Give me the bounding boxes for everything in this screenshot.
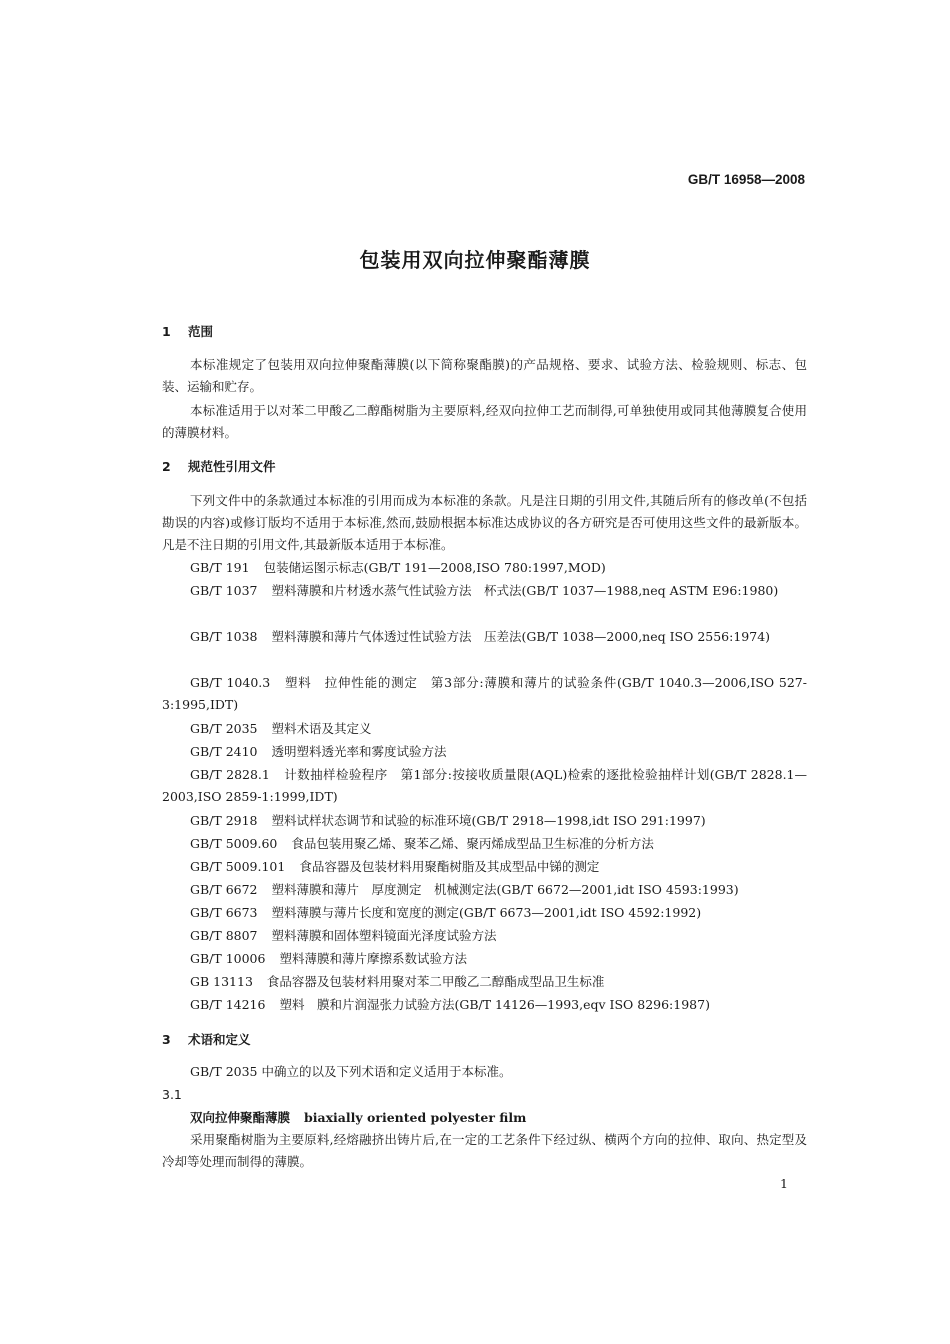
section-title: 范围 [188, 324, 214, 339]
term-heading [190, 1108, 526, 1126]
terms-intro: GB/T 2035 中确立的以及下列术语和定义适用于本标准。 [190, 1064, 512, 1079]
references-intro: 下列文件中的条款通过本标准的引用而成为本标准的条款。凡是注日期的引用文件,其随后所有的修改单(不包括勘误的内容)或修订版均不适用于本标准,然而,鼓励根据本标准达成协议的各方研究是否可使用这些文件的最新版本。凡是不注日期的引用文件,其最新版本适用于本标准。 [162, 493, 807, 552]
reference-code: GB/T 14216 [190, 997, 266, 1012]
document-title: 包装用双向拉伸聚酯薄膜 [359, 248, 591, 272]
term-chinese: 双向拉伸聚酯薄膜 [190, 1110, 291, 1125]
reference-text: 塑料薄膜和薄片摩擦系数试验方法 [279, 951, 467, 966]
reference-text: 塑料 膜和片润湿张力试验方法(GB/T 14126—1993,eqv ISO 8296:1987) [279, 997, 710, 1012]
section-2-heading [162, 457, 276, 475]
reference-text: 食品容器及包装材料用聚酯树脂及其成型品中锑的测定 [299, 859, 600, 874]
reference-item [162, 902, 807, 924]
reference-text: 塑料术语及其定义 [271, 721, 372, 736]
reference-item [162, 672, 807, 716]
reference-code: GB/T 2035 [190, 721, 258, 736]
reference-code: GB/T 1040.3 [190, 675, 271, 690]
reference-item [162, 580, 807, 602]
reference-item [162, 833, 807, 855]
reference-item [162, 741, 807, 763]
section-number: 1 [162, 324, 171, 339]
reference-item [162, 810, 807, 832]
section-title: 规范性引用文件 [188, 459, 276, 474]
section-title: 术语和定义 [188, 1032, 251, 1047]
reference-item [162, 948, 807, 970]
reference-item [162, 879, 807, 901]
reference-item [162, 856, 807, 878]
section-number: 3 [162, 1032, 171, 1047]
reference-item [162, 925, 807, 947]
reference-item [162, 557, 807, 579]
reference-text: 塑料薄膜和薄片 厚度测定 机械测定法(GB/T 6672—2001,idt ISO 4593:1993) [271, 882, 739, 897]
term-definition: 采用聚酯树脂为主要原料,经熔融挤出铸片后,在一定的工艺条件下经过纵、横两个方向的拉伸、取向、热定型及冷却等处理而制得的薄膜。 [162, 1132, 807, 1169]
reference-code: GB/T 5009.101 [190, 859, 286, 874]
standard-code: GB/T 16958—2008 [687, 172, 805, 187]
reference-item [162, 718, 807, 740]
reference-text: 食品包装用聚乙烯、聚苯乙烯、聚丙烯成型品卫生标准的分析方法 [291, 836, 654, 851]
reference-text: 塑料薄膜和薄片气体透过性试验方法 压差法(GB/T 1038—2000,neq ISO 2556:1974) [271, 629, 771, 644]
reference-text: 塑料薄膜和片材透水蒸气性试验方法 杯式法(GB/T 1037—1988,neq ASTM E96:1980) [271, 583, 779, 598]
reference-code: GB/T 2410 [190, 744, 258, 759]
reference-text: 塑料试样状态调节和试验的标准环境(GB/T 2918—1998,idt ISO 291:1997) [271, 813, 706, 828]
reference-code: GB/T 191 [190, 560, 250, 575]
section-3-heading [162, 1030, 251, 1048]
scope-paragraph-2: 本标准适用于以对苯二甲酸乙二醇酯树脂为主要原料,经双向拉伸工艺而制得,可单独使用或同其他薄膜复合使用的薄膜材料。 [162, 403, 807, 440]
section-1-heading [162, 322, 213, 340]
reference-text: 塑料薄膜和固体塑料镜面光泽度试验方法 [271, 928, 497, 943]
reference-code: GB 13113 [190, 974, 253, 989]
reference-item [162, 971, 807, 993]
reference-text: 食品容器及包装材料用聚对苯二甲酸乙二醇酯成型品卫生标准 [266, 974, 605, 989]
reference-code: GB/T 6672 [190, 882, 258, 897]
reference-code: GB/T 2918 [190, 813, 258, 828]
reference-item [162, 994, 807, 1016]
reference-text: 包装储运图示标志(GB/T 191—2008,ISO 780:1997,MOD) [263, 560, 606, 575]
reference-item [162, 764, 807, 808]
reference-code: GB/T 8807 [190, 928, 258, 943]
reference-code: GB/T 6673 [190, 905, 258, 920]
reference-text: 计数抽样检验程序 第1部分:按接收质量限(AQL)检索的逐批检验抽样计划(GB/T 2828.1—2003,ISO 2859-1:1999,IDT) [162, 767, 807, 804]
page-number: 1 [780, 1176, 788, 1191]
reference-code: GB/T 2828.1 [190, 767, 270, 782]
reference-item [162, 626, 807, 648]
reference-text: 透明塑料透光率和雾度试验方法 [271, 744, 447, 759]
term-number: 3.1 [162, 1087, 182, 1102]
reference-code: GB/T 10006 [190, 951, 266, 966]
reference-code: GB/T 1037 [190, 583, 258, 598]
reference-text: 塑料薄膜与薄片长度和宽度的测定(GB/T 6673—2001,idt ISO 4592:1992) [271, 905, 702, 920]
term-english: biaxially oriented polyester film [304, 1110, 527, 1125]
section-number: 2 [162, 459, 171, 474]
scope-paragraph-1: 本标准规定了包装用双向拉伸聚酯薄膜(以下简称聚酯膜)的产品规格、要求、试验方法、检验规则、标志、包装、运输和贮存。 [162, 357, 807, 394]
reference-code: GB/T 1038 [190, 629, 258, 644]
reference-code: GB/T 5009.60 [190, 836, 278, 851]
reference-text: 塑料 拉伸性能的测定 第3部分:薄膜和薄片的试验条件(GB/T 1040.3—2006,ISO 527-3:1995,IDT) [162, 675, 807, 712]
